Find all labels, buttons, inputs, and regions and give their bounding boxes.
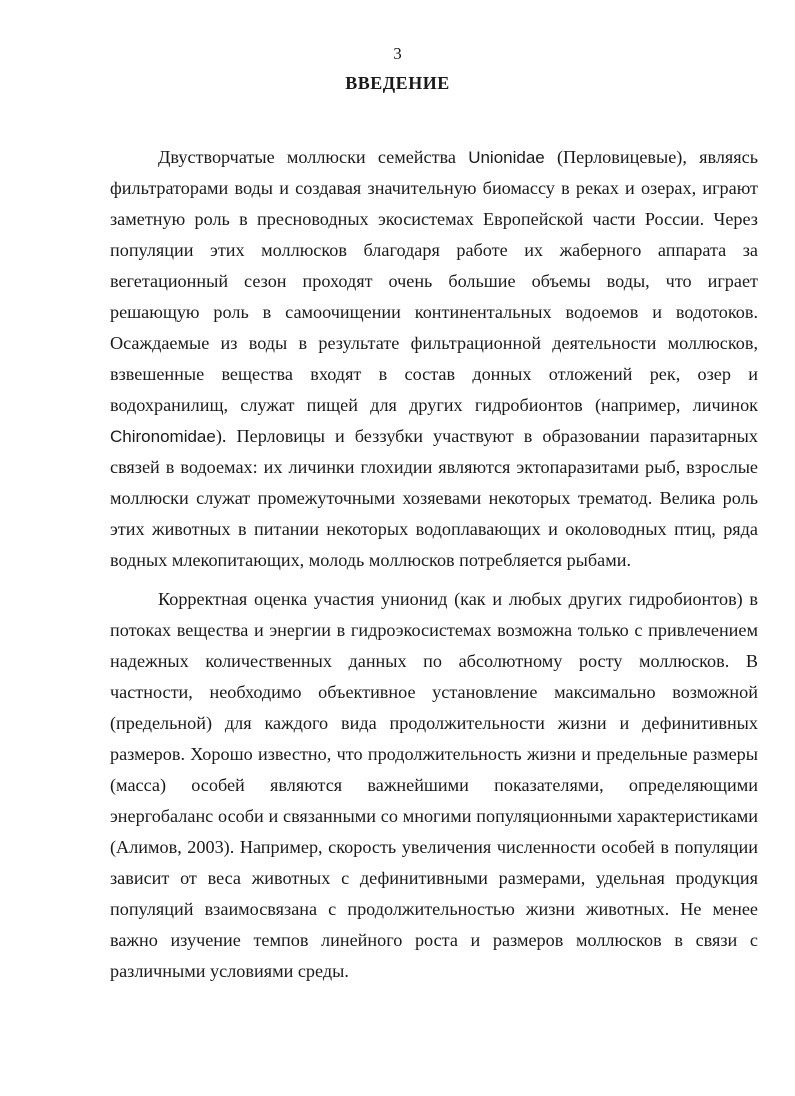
body-text [110, 142, 758, 987]
taxon-chironomidae: Chironomidae [110, 427, 216, 446]
section-heading: ВВЕДЕНИЕ [345, 73, 450, 93]
paragraph-2: Корректная оценка участия унионид (как и любых других гидробионтов) в потоках вещества и энергии в гидроэкосистемах возможна только с привлечением надежных количественных данных по абсолютному росту моллюсков. В частности, необходимо объективное установление максимально возможной (предельной) для каждого вида продолжительности жизни и дефинитивных размеров. Хорошо известно, что продолжительность жизни и предельные размеры (масса) особей являются важнейшими показателями, определяющими энергобаланс особи и связанными со многими популяционными характеристиками (Алимов, 2003). Например, скорость увеличения численности особей в популяции зависит от веса животных с дефинитивными размерами, удельная продукция популяций взаимосвязана с продолжительностью жизни животных. Не менее важно изучение темпов линейного роста и размеров моллюсков в связи с различными условиями среды. [110, 589, 758, 981]
paragraph-1-part-2: (Перловицевые), являясь фильтраторами воды и создавая значительную биомассу в реках и озерах, играют заметную роль в пресноводных экосистемах Европейской части России. Через популяции этих моллюсков благодаря работе их жаберного аппарата за вегетационный сезон проходят очень большие объемы воды, что играет решающую роль в самоочищении континентальных водоемов и водотоков. Осаждаемые из воды в результате фильтрационной деятельности моллюсков, взвешенные вещества входят в состав донных отложений рек, озер и водохранилищ, служат пищей для других гидробионтов (например, личинок [110, 147, 758, 415]
paragraph-1 [110, 142, 758, 576]
paragraph-1-part-3: ). Перловицы и беззубки участвуют в образовании паразитарных связей в водоемах: их личинки глохидии являются эктопаразитами рыб, взрослые моллюски служат промежуточными хозяевами некоторых трематод. Велика роль этих животных в питании некоторых водоплавающих и околоводных птиц, ряда водных млекопитающих, молодь моллюсков потребляется рыбами. [110, 426, 758, 570]
page-number: 3 [393, 44, 402, 63]
paragraph-1-part-1: Двустворчатые моллюски семейства [158, 147, 469, 167]
taxon-unionidae: Unionidae [468, 148, 545, 167]
